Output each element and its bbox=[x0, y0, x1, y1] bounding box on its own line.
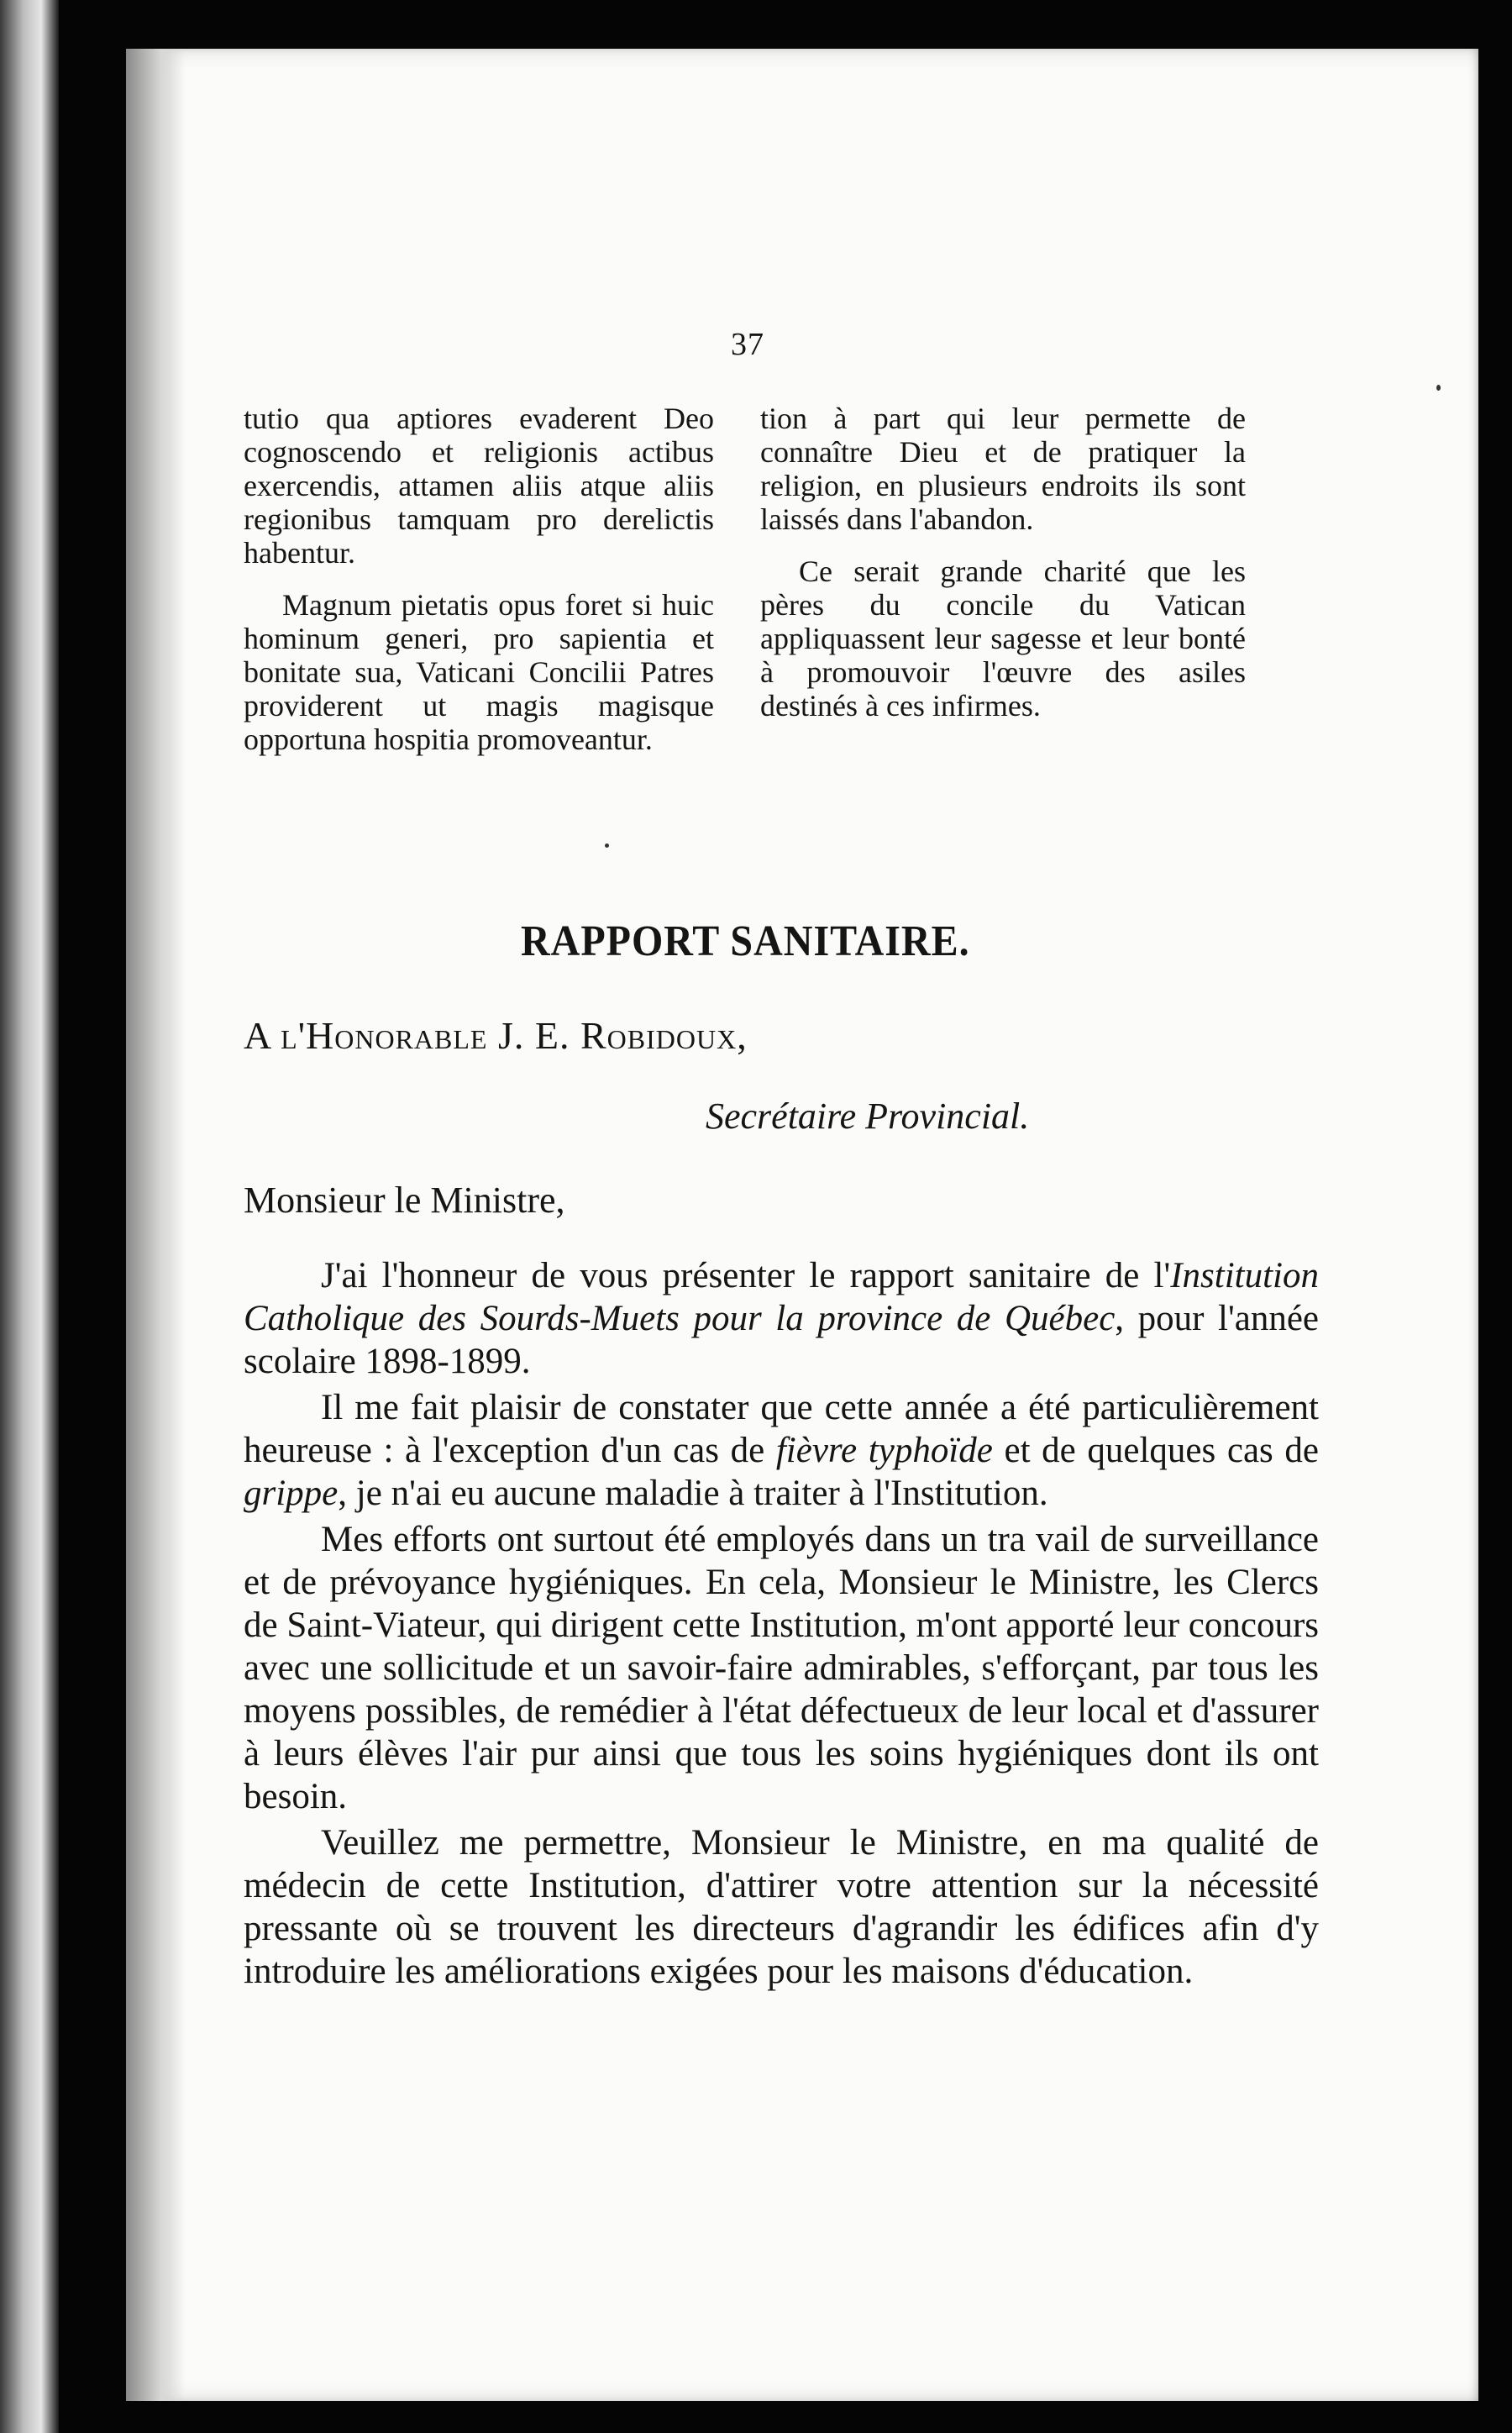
report-paragraph-3: Mes efforts ont surtout été employés dans un tra vail de surveillance et de prévoyance hygiéniques. En cela, Monsieur le Ministre, les Clercs de Saint-Viateur, qui dirigent cette Institution, m'ont apporté leur concours avec une sollicitude et un savoir-faire admirables, s'efforçant, par tous les moyens possibles, de remédier à l'état défectueux de leur local et d'assurer à leurs élèves l'air pur ainsi que tous les soins hygiéniques dont ils ont besoin. bbox=[244, 1520, 1319, 1816]
p2-text-c: , je n'ai eu aucune maladie à traiter à l'Institution. bbox=[338, 1474, 1048, 1513]
gutter-shadow bbox=[126, 49, 185, 2401]
french-paragraph-1: tion à part qui leur permette de connaître Dieu et de pratiquer la religion, en plusieurs endroits ils sont laissés dans l'abandon. bbox=[760, 402, 1246, 536]
report-heading: RAPPORT SANITAIRE. bbox=[521, 917, 970, 966]
salutation: Monsieur le Ministre, bbox=[244, 1180, 565, 1221]
scan-speck bbox=[605, 843, 609, 848]
latin-paragraph-2: Magnum pietatis opus foret si huic hominum generi, pro sapientia et bonitate sua, Vaticani Concilii Patres providerent ut magis magisque opportuna hospitia promoveantur. bbox=[244, 588, 714, 756]
page-number: 37 bbox=[731, 327, 764, 362]
addressee-line bbox=[244, 1013, 748, 1058]
latin-column bbox=[244, 402, 714, 775]
facing-page-edge bbox=[0, 0, 59, 2433]
p2-text-a: Il me fait plaisir de constater que cette année a été particulièrement heureuse : à l'exception d'un cas de bbox=[244, 1388, 1319, 1470]
p1-text-a: J'ai l'honneur de vous présenter le rapport sanitaire de l' bbox=[321, 1256, 1171, 1295]
french-column bbox=[760, 402, 1246, 741]
latin-paragraph-1: tutio qua aptiores evaderent Deo cognoscendo et religionis actibus exercendis, attamen aliis atque aliis regionibus tamquam pro derelictis habentur. bbox=[244, 402, 714, 570]
addressee-title: Secrétaire Provincial. bbox=[706, 1096, 1030, 1137]
institution-name: Institution Catholique des Sourds-Muets pour la province de Québec bbox=[244, 1256, 1319, 1338]
report-body bbox=[244, 1254, 1319, 1996]
addressee-prefix: A l'Honorable bbox=[244, 1014, 488, 1057]
scan-speck bbox=[1436, 385, 1441, 391]
report-paragraph-4: Veuillez me permettre, Monsieur le Ministre, en ma qualité de médecin de cette Institution, d'attirer votre attention sur la nécessité pressante où se trouvent les directeurs d'agrandir les édifices afin d'y introduire les améliorations exigées pour les maisons d'éducation. bbox=[244, 1823, 1319, 1991]
p2-text-b: et de quelques cas de bbox=[992, 1431, 1319, 1470]
p1-text-b: , pour l'année scolaire 1898-1899. bbox=[244, 1299, 1319, 1381]
flu-term: grippe bbox=[244, 1474, 339, 1513]
report-paragraph-1 bbox=[244, 1254, 1319, 1383]
french-paragraph-2: Ce serait grande charité que les pères du concile du Vatican appliquassent leur sagesse et leur bonté à promouvoir l'œuvre des asiles destinés à ces infirmes. bbox=[760, 554, 1246, 723]
fever-term: fièvre typhoïde bbox=[775, 1431, 993, 1470]
addressee-surname: Robidoux, bbox=[580, 1014, 748, 1057]
addressee-initials: J. E. bbox=[497, 1014, 570, 1057]
report-paragraph-2 bbox=[244, 1386, 1319, 1515]
book-page bbox=[126, 49, 1478, 2401]
